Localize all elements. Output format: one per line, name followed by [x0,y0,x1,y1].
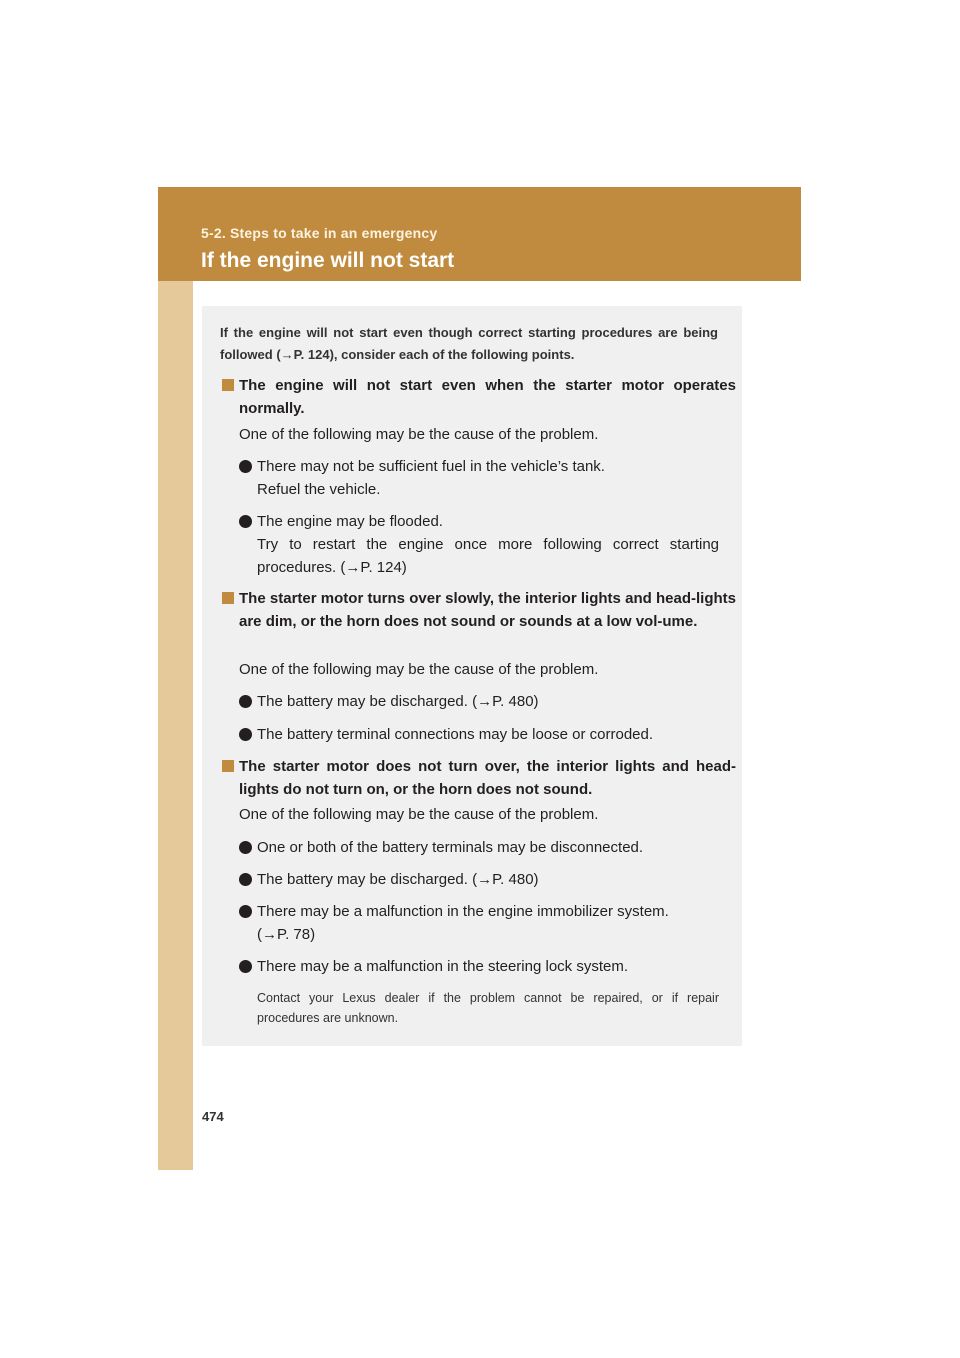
list-item [239,836,719,859]
list-item [239,900,719,946]
bullet-dot-icon [239,515,252,528]
page-title: If the engine will not start [201,249,455,272]
bullet-dot-icon [239,695,252,708]
content-box [202,306,742,1046]
bullet-dot-icon [239,728,252,741]
section-1-lead: One of the following may be the cause of the problem. [239,426,599,443]
section-3-lead: One of the following may be the cause of the problem. [239,806,599,823]
list-item-text: There may not be sufficient fuel in the vehicle’s tank. [257,458,605,475]
list-item [239,510,719,579]
sidebar-strip [158,187,193,1170]
list-item-text: There may be a malfunction in the engine immobilizer system. [257,903,669,920]
list-item-subtext: Try to restart the engine once more following correct starting procedures. (→P. 124) [257,536,719,576]
list-item [239,690,719,713]
square-bullet-icon [222,592,234,604]
list-item [239,955,719,978]
list-item-text: The battery may be discharged. (→P. 480) [257,871,539,888]
bullet-dot-icon [239,905,252,918]
list-item-text: One or both of the battery terminals may be disconnected. [257,839,644,856]
list-item-subtext: (→P. 78) [257,926,316,943]
list-item [239,868,719,891]
page-number: 474 [202,1109,224,1124]
bullet-dot-icon [239,460,252,473]
section-1-heading [222,374,736,420]
bullet-dot-icon [239,841,252,854]
note-text: Contact your Lexus dealer if the problem cannot be repaired, or if repair procedures are unknown. [257,991,719,1025]
page-header [158,187,801,281]
bullet-dot-icon [239,960,252,973]
list-item [239,723,719,746]
section-3-heading [222,755,736,801]
intro-text: If the engine will not start even though correct starting procedures are being followed (→P. 124), consider each of the following points. [220,325,718,362]
list-item-text: There may be a malfunction in the steering lock system. [257,958,629,975]
list-item-text: The engine may be flooded. [257,513,443,530]
list-item-subtext: Refuel the vehicle. [257,481,381,498]
square-bullet-icon [222,760,234,772]
square-bullet-icon [222,379,234,391]
list-item-text: The battery terminal connections may be loose or corroded. [257,726,654,743]
section-2-heading [222,587,736,633]
section-3-heading-text: The starter motor does not turn over, the interior lights and head-lights do not turn on, or the horn does not sound. [239,758,736,798]
section-1-heading-text: The engine will not start even when the starter motor operates normally. [239,377,736,417]
bullet-dot-icon [239,873,252,886]
section-2-heading-text: The starter motor turns over slowly, the interior lights and head-lights are dim, or the horn does not sound or sounds at a low vol-ume. [239,590,736,630]
section-label: 5-2. Steps to take in an emergency [201,225,438,241]
section-2-lead: One of the following may be the cause of the problem. [239,661,599,678]
list-item [239,455,719,501]
list-item-text: The battery may be discharged. (→P. 480) [257,693,539,710]
